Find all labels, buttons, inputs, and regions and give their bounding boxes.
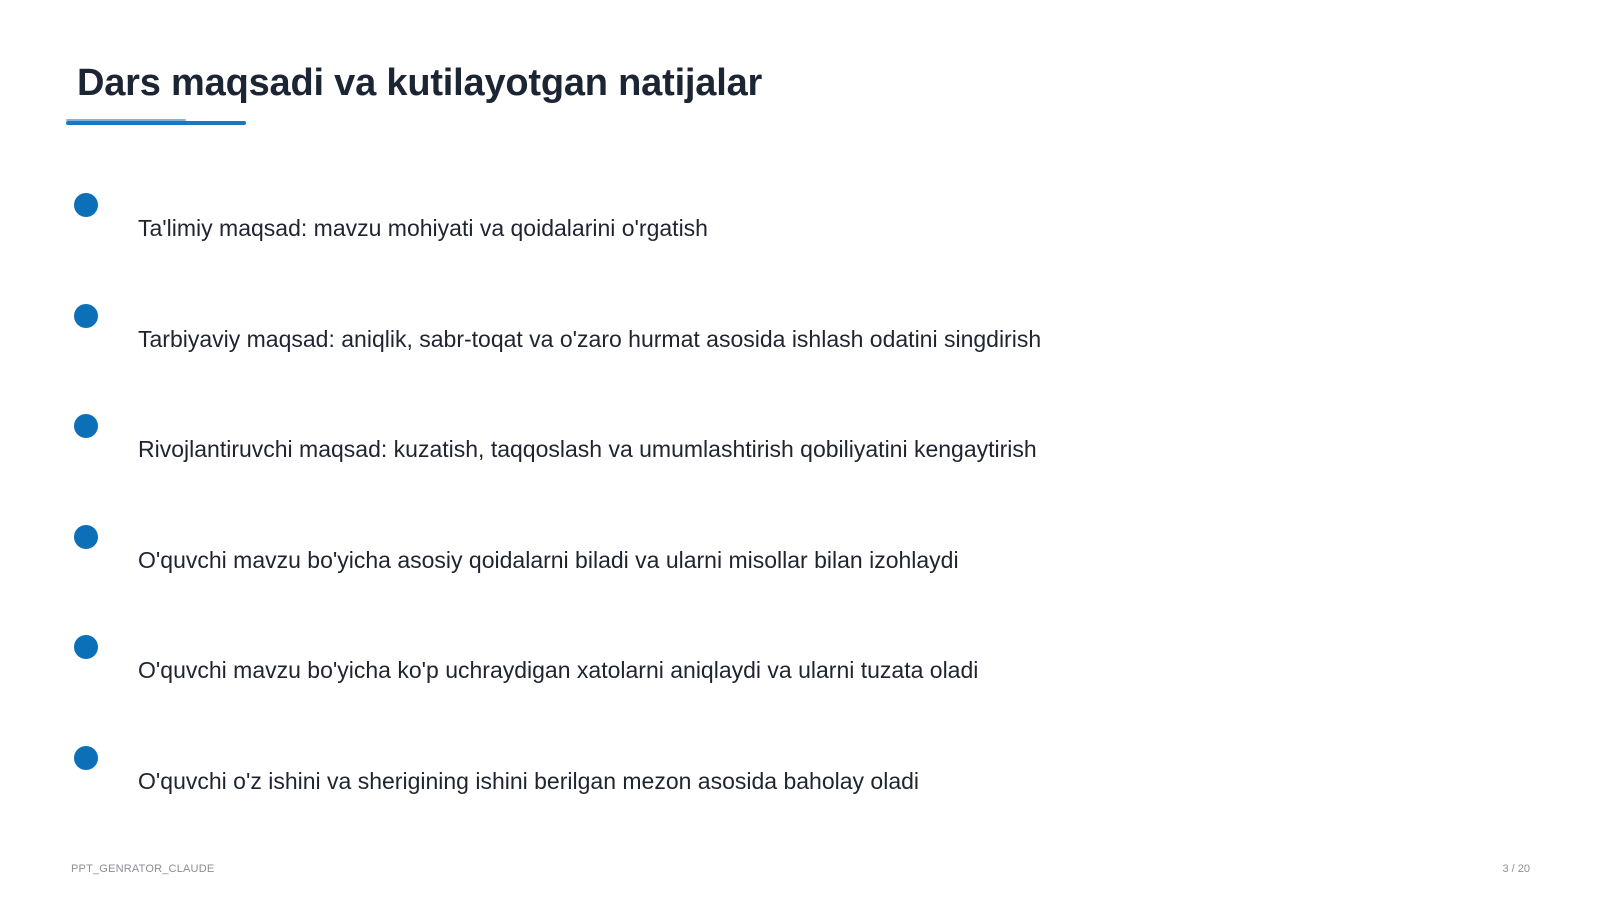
bullet-dot-icon <box>74 414 98 438</box>
bullet-item <box>0 746 1600 806</box>
bullet-dot-icon <box>74 525 98 549</box>
bullet-dot-icon <box>74 193 98 217</box>
bullet-text: Ta'limiy maqsad: mavzu mohiyati va qoidalarini o'rgatish <box>138 215 708 241</box>
slide-title: Dars maqsadi va kutilayotgan natijalar <box>77 62 763 104</box>
bullet-item <box>0 635 1600 695</box>
bullet-text: Rivojlantiruvchi maqsad: kuzatish, taqqoslash va umumlashtirish qobiliyatini kengaytirish <box>138 436 1037 462</box>
bullet-text: Tarbiyaviy maqsad: aniqlik, sabr-toqat va o'zaro hurmat asosida ishlash odatini singdirish <box>138 326 1042 352</box>
bullet-text: O'quvchi mavzu bo'yicha ko'p uchraydigan xatolarni aniqlaydi va ularni tuzata oladi <box>138 657 979 683</box>
bullet-dot-icon <box>74 746 98 770</box>
page-indicator: 3 / 20 <box>1502 863 1530 875</box>
footer-source-label: PPT_GENRATOR_CLAUDE <box>71 863 215 875</box>
bullet-item <box>0 414 1600 474</box>
bullet-text: O'quvchi o'z ishini va sherigining ishini berilgan mezon asosida baholay oladi <box>138 768 920 794</box>
bullet-text: O'quvchi mavzu bo'yicha asosiy qoidalarni biladi va ularni misollar bilan izohlaydi <box>138 547 959 573</box>
bullet-item <box>0 525 1600 585</box>
bullet-item <box>0 193 1600 253</box>
bullet-item <box>0 304 1600 364</box>
bullet-dot-icon <box>74 304 98 328</box>
bullet-dot-icon <box>74 635 98 659</box>
